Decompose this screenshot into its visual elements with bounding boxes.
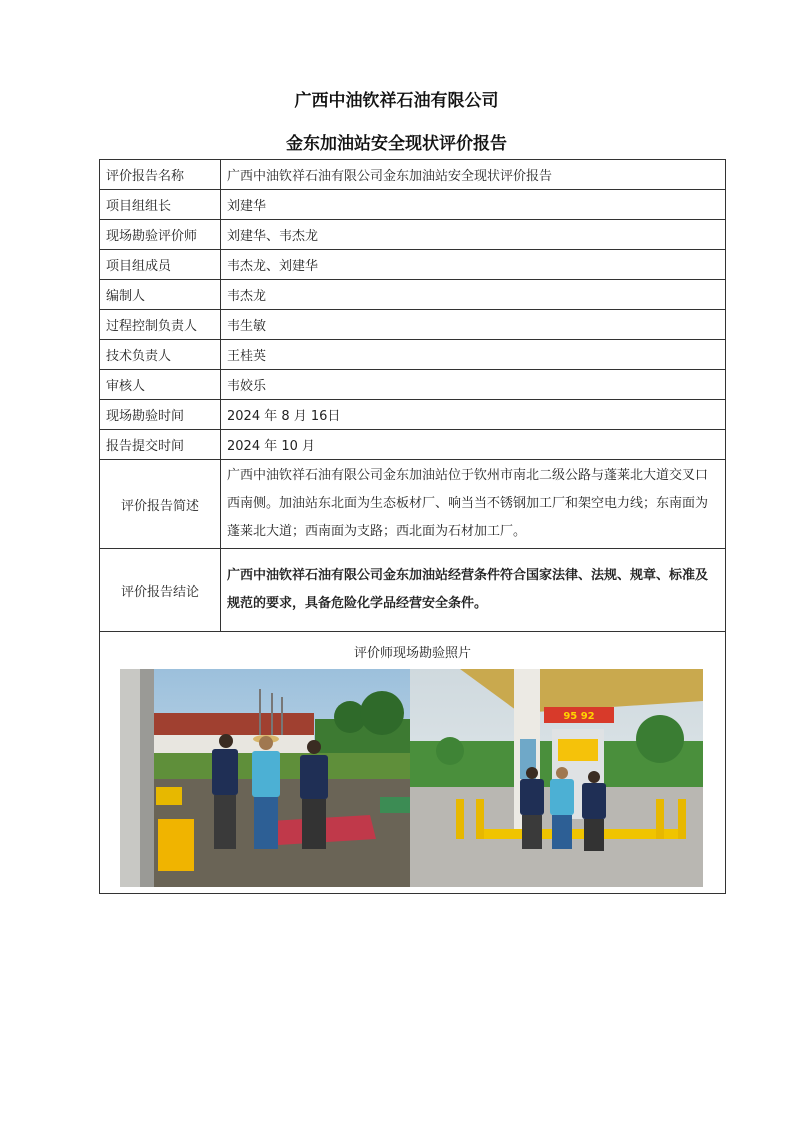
conclusion-label: 评价报告结论 (100, 549, 221, 632)
table-row (100, 250, 726, 280)
summary-row (100, 460, 726, 549)
photo-caption: 评价师现场勘验照片 (353, 646, 471, 661)
row-label: 报告提交时间 (100, 430, 221, 460)
table-row (100, 340, 726, 370)
row-value: 韦杰龙、刘建华 (221, 250, 726, 280)
row-label: 现场勘验评价师 (100, 220, 221, 250)
row-label: 项目组组长 (100, 190, 221, 220)
row-value: 韦生敏 (221, 310, 726, 340)
summary-text: 广西中油钦祥石油有限公司金东加油站位于钦州市南北二级公路与蓬莱北大道交叉口西南侧。加油站东北面为生态板材厂、响当当不锈钢加工厂和架空电力线；东南面为蓬莱北大道；西南面为支路；西北面为石材加工厂。 (221, 460, 726, 549)
document-subtitle: 金东加油站安全现状评价报告 (286, 134, 507, 154)
row-label: 评价报告名称 (100, 160, 221, 190)
row-value: 王桂英 (221, 340, 726, 370)
table-row (100, 190, 726, 220)
row-label: 技术负责人 (100, 340, 221, 370)
report-info-table (99, 159, 726, 894)
row-label: 过程控制负责人 (100, 310, 221, 340)
row-value: 2024 年 8 月 16日 (221, 400, 726, 430)
document-title: 广西中油钦祥石油有限公司 (294, 91, 499, 111)
row-value: 韦杰龙 (221, 280, 726, 310)
table-row (100, 370, 726, 400)
table-row (100, 280, 726, 310)
table-row (100, 400, 726, 430)
photo-strip (114, 669, 725, 889)
row-value: 广西中油钦祥石油有限公司金东加油站安全现状评价报告 (221, 160, 726, 190)
photo-row (100, 632, 726, 894)
conclusion-row (100, 549, 726, 632)
table-row (100, 220, 726, 250)
site-photo-tank-area (120, 669, 410, 887)
table-row (100, 430, 726, 460)
table-row (100, 160, 726, 190)
row-value: 刘建华 (221, 190, 726, 220)
table-row (100, 310, 726, 340)
row-value: 2024 年 10 月 (221, 430, 726, 460)
row-label: 编制人 (100, 280, 221, 310)
row-value: 刘建华、韦杰龙 (221, 220, 726, 250)
photo-cell (100, 632, 726, 894)
row-label: 现场勘验时间 (100, 400, 221, 430)
site-photo-fuel-island (410, 669, 703, 887)
row-value: 韦姣乐 (221, 370, 726, 400)
summary-label: 评价报告简述 (100, 460, 221, 549)
conclusion-text: 广西中油钦祥石油有限公司金东加油站经营条件符合国家法律、法规、规章、标准及规范的要求，具备危险化学品经营安全条件。 (221, 549, 726, 632)
row-label: 项目组成员 (100, 250, 221, 280)
dispenser-price-sign: 95 92 (563, 711, 595, 722)
row-label: 审核人 (100, 370, 221, 400)
